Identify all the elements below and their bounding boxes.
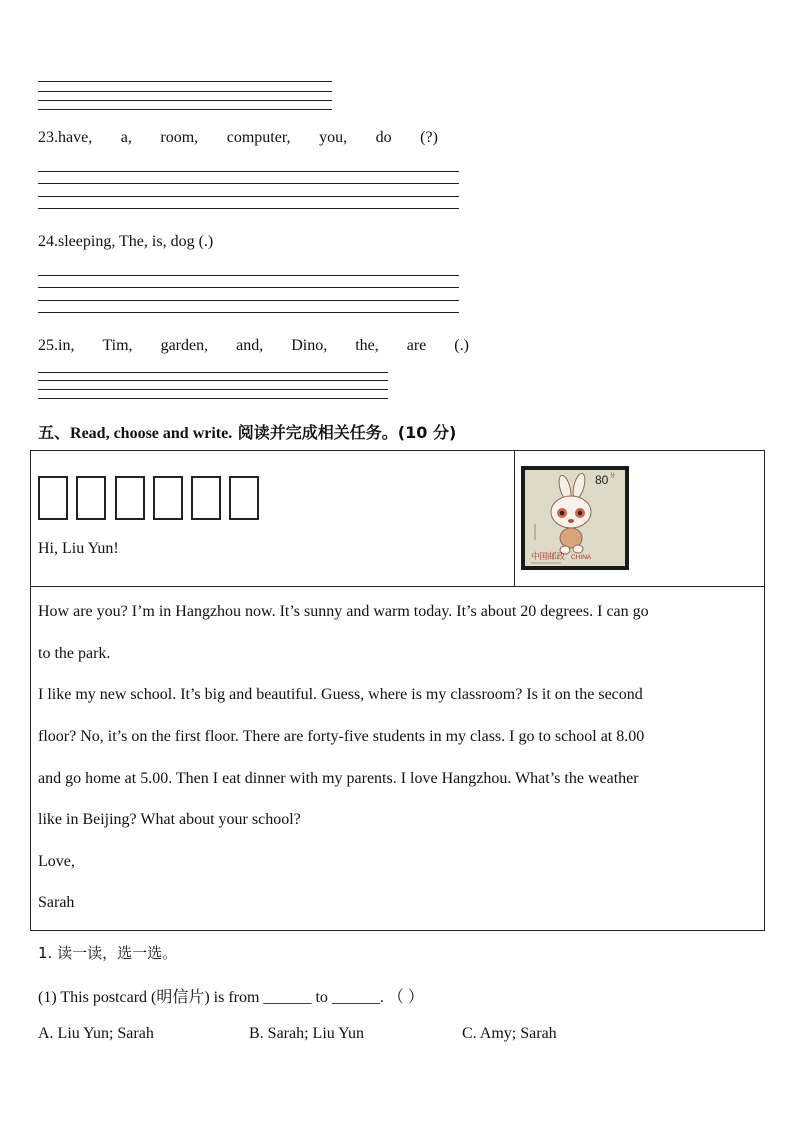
stamp-country: 中国邮政: [531, 552, 566, 562]
stamp-value: 80: [595, 473, 609, 487]
q25-word: are: [406, 337, 427, 354]
postcode-box[interactable]: [38, 476, 68, 520]
postcode-box[interactable]: [229, 476, 259, 520]
question-23: [38, 129, 438, 147]
answer-line: [38, 100, 332, 101]
q23-word: (?): [420, 129, 438, 146]
option-c: C. Amy; Sarah: [462, 1025, 557, 1042]
postcard-line: and go home at 5.00. Then I eat dinner with my parents. I love Hangzhou. What’s the weather: [38, 770, 639, 787]
answer-line: [38, 275, 459, 276]
postcard-line: How are you? I’m in Hangzhou now. It’s sunny and warm today. It’s about 20 degrees. I can go: [38, 603, 649, 620]
stamp-country-en: CHINA: [571, 554, 592, 561]
q25-word: Tim,: [102, 337, 133, 354]
postcode-box[interactable]: [115, 476, 145, 520]
section-title: 五、Read, choose and write. 阅读并完成相关任务。(10 分): [38, 423, 457, 442]
answer-line: [38, 287, 459, 288]
answer-line: [38, 171, 459, 172]
answer-line: [38, 312, 459, 313]
answer-line: [38, 91, 332, 92]
q25-word: 25.in,: [38, 337, 75, 354]
postcard-line: to the park.: [38, 645, 111, 662]
option-b: B. Sarah; Liu Yun: [249, 1025, 364, 1042]
q25-word: Dino,: [291, 337, 328, 354]
answer-line: [38, 372, 388, 373]
postcode-box[interactable]: [153, 476, 183, 520]
task-heading: 1. 读一读，选一选。: [38, 944, 178, 962]
q25-word: the,: [355, 337, 379, 354]
postcard-signoff: Love,: [38, 853, 75, 870]
q23-word: do: [375, 129, 392, 146]
q25-word: garden,: [160, 337, 209, 354]
q23-word: computer,: [226, 129, 291, 146]
postcode-box[interactable]: [191, 476, 221, 520]
rabbit-stamp-icon: [521, 466, 629, 570]
postcode-box[interactable]: [76, 476, 106, 520]
postcard-line: like in Beijing? What about your school?: [38, 811, 301, 828]
q23-word: 23.have,: [38, 129, 93, 146]
q23-word: you,: [319, 129, 348, 146]
task-question: (1) This postcard (明信片) is from ______ to ______. （ ）: [38, 989, 424, 1006]
answer-line: [38, 380, 388, 381]
postcard-greeting: Hi, Liu Yun!: [38, 540, 119, 557]
answer-line: [38, 183, 459, 184]
answer-line: [38, 300, 459, 301]
answer-line: [38, 208, 459, 209]
answer-line: [38, 398, 388, 399]
answer-line: [38, 196, 459, 197]
q23-word: a,: [120, 129, 132, 146]
answer-line: [38, 389, 388, 390]
postcard-line: floor? No, it’s on the first floor. There are forty-five students in my class. I go to school at 8.00: [38, 728, 645, 745]
postcard-line: I like my new school. It’s big and beautiful. Guess, where is my classroom? Is it on the second: [38, 686, 643, 703]
postcard-body: [30, 586, 765, 931]
answer-line: [38, 109, 332, 110]
postcard-signature: Sarah: [38, 894, 75, 911]
answer-line: [38, 81, 332, 82]
q25-word: and,: [236, 337, 264, 354]
option-a: A. Liu Yun; Sarah: [38, 1025, 154, 1042]
q25-word: (.): [454, 337, 469, 354]
question-25: [38, 337, 469, 355]
stamp-unit: 分: [610, 473, 616, 479]
question-24: 24.sleeping, The, is, dog (.): [38, 233, 214, 250]
q23-word: room,: [160, 129, 199, 146]
